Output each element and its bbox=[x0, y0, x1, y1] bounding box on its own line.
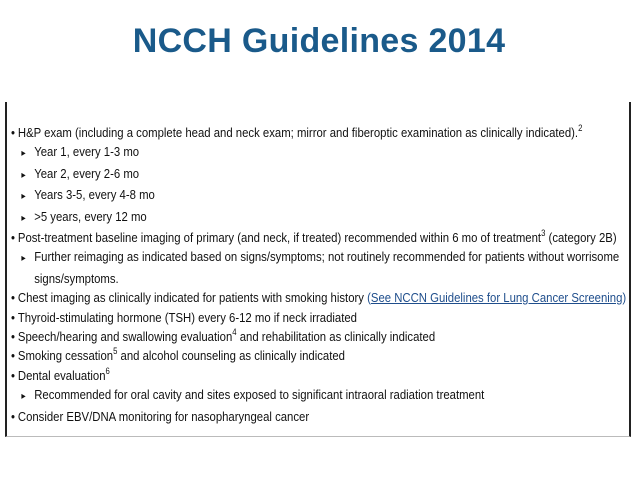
bullet-item bbox=[11, 308, 628, 327]
guidelines-panel bbox=[5, 102, 631, 437]
item-text: Further reimaging as indicated based on signs/symptoms; not routinely recommended for patients without worrisome bbox=[34, 249, 620, 265]
arrow-right-icon: ▸ bbox=[21, 212, 26, 224]
item-text-after: (category 2B) bbox=[545, 230, 617, 246]
bullet-dot-icon: • bbox=[11, 125, 15, 140]
bullet-item bbox=[11, 366, 628, 385]
item-text-after: and rehabilitation as clinically indicated bbox=[236, 329, 436, 345]
bullet-dot-icon: • bbox=[11, 230, 15, 246]
link-paren: ) bbox=[622, 290, 627, 306]
bullet-item bbox=[11, 346, 628, 365]
sub-item bbox=[11, 247, 628, 268]
item-text: Consider EBV/DNA monitoring for nasopharyngeal cancer bbox=[17, 408, 310, 424]
item-text: Year 2, every 2-6 mo bbox=[34, 165, 140, 181]
item-text: Thyroid-stimulating hormone (TSH) every 6-12 mo if neck irradiated bbox=[17, 309, 357, 325]
arrow-right-icon: ▸ bbox=[21, 391, 26, 403]
item-text: Speech/hearing and swallowing evaluation bbox=[17, 329, 233, 345]
guidelines-list bbox=[11, 123, 628, 426]
bullet-dot-icon: • bbox=[11, 348, 15, 364]
arrow-right-icon: ▸ bbox=[21, 169, 26, 181]
item-text: Chest imaging as clinically indicated for patients with smoking history bbox=[17, 290, 368, 306]
bullet-item bbox=[11, 228, 628, 247]
item-text: Year 1, every 1-3 mo bbox=[34, 144, 140, 160]
sub-item bbox=[11, 142, 628, 163]
lung-cancer-screening-link[interactable]: See NCCN Guidelines for Lung Cancer Screening bbox=[370, 290, 623, 306]
bullet-item bbox=[11, 288, 628, 307]
arrow-right-icon: ▸ bbox=[21, 148, 26, 160]
bullet-item bbox=[11, 407, 628, 426]
bullet-dot-icon: • bbox=[11, 309, 15, 325]
sub-item bbox=[11, 385, 628, 406]
item-text: H&P exam (including a complete head and neck exam; mirror and fiberoptic examination as clinically indicated). bbox=[17, 125, 579, 140]
item-text: Post-treatment baseline imaging of primary (and neck, if treated) recommended within 6 mo of treatment bbox=[17, 230, 542, 246]
item-text-after: and alcohol counseling as clinically indicated bbox=[117, 348, 345, 364]
arrow-right-icon: ▸ bbox=[21, 191, 26, 203]
link-paren: ( bbox=[367, 290, 371, 306]
footnote-ref: 4 bbox=[232, 327, 237, 338]
footnote-ref: 2 bbox=[578, 123, 583, 133]
continuation-line bbox=[11, 269, 628, 288]
bullet-item bbox=[11, 327, 628, 346]
bullet-dot-icon: • bbox=[11, 408, 15, 424]
page-title: NCCH Guidelines 2014 bbox=[132, 22, 506, 60]
item-text: Smoking cessation bbox=[17, 348, 114, 364]
bullet-dot-icon: • bbox=[11, 329, 15, 345]
footnote-ref: 6 bbox=[105, 365, 110, 376]
footnote-ref: 3 bbox=[541, 228, 546, 239]
footnote-ref: 5 bbox=[113, 346, 118, 357]
sub-item bbox=[11, 164, 628, 185]
item-text: Years 3-5, every 4-8 mo bbox=[34, 187, 155, 203]
bullet-dot-icon: • bbox=[11, 290, 15, 306]
bullet-dot-icon: • bbox=[11, 367, 15, 383]
item-text: >5 years, every 12 mo bbox=[34, 208, 147, 224]
sub-item bbox=[11, 185, 628, 206]
item-text: Dental evaluation bbox=[17, 367, 106, 383]
sub-item bbox=[11, 207, 628, 228]
item-text: signs/symptoms. bbox=[34, 270, 119, 286]
bullet-item bbox=[11, 123, 628, 142]
arrow-right-icon: ▸ bbox=[21, 253, 26, 265]
item-text: Recommended for oral cavity and sites exposed to significant intraoral radiation treatment bbox=[34, 387, 485, 403]
